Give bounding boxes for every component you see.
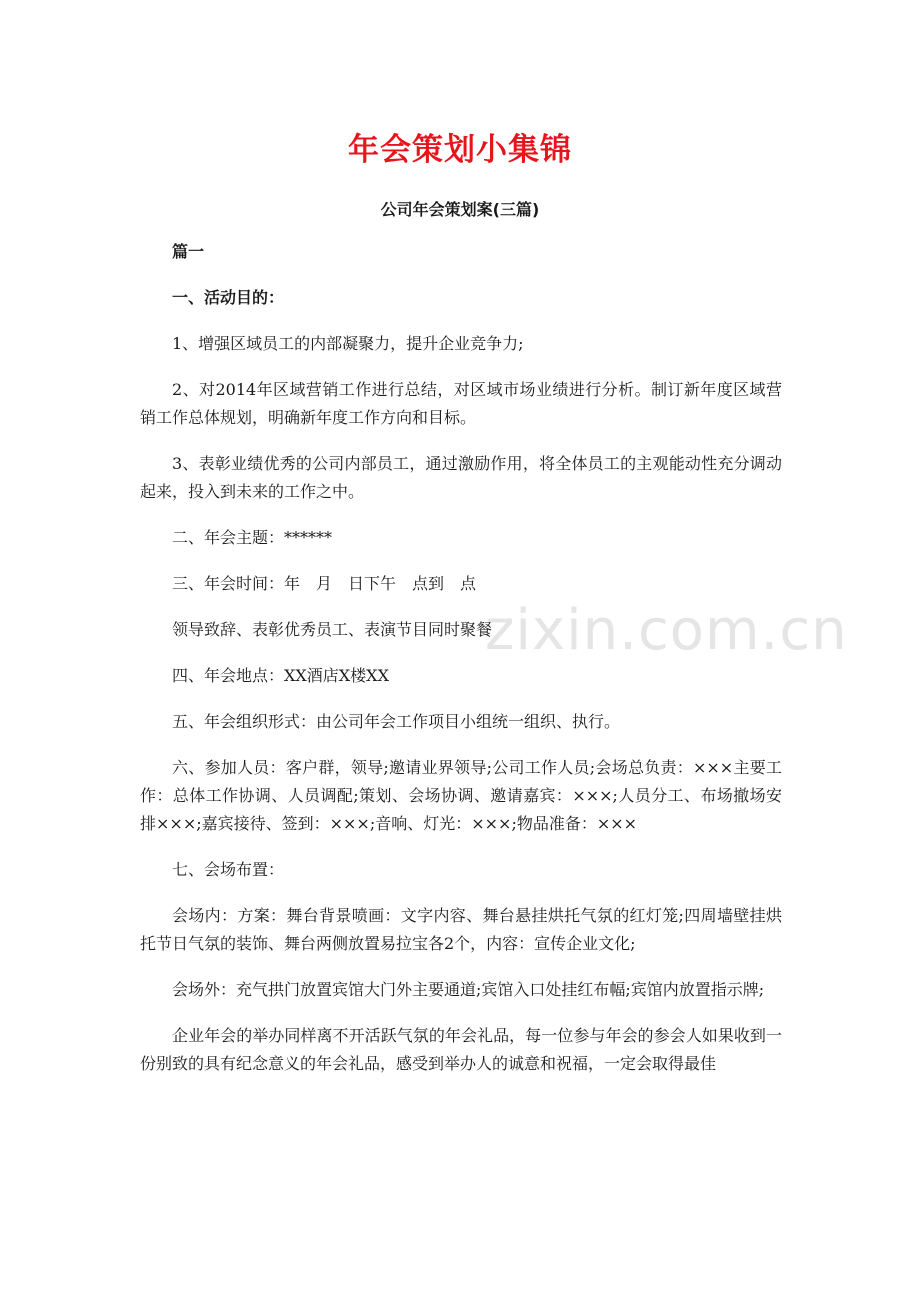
paragraph: 七、会场布置：: [172, 860, 285, 879]
paragraph: 企业年会的举办同样离不开活跃气氛的年会礼品，每一位参与年会的参会人如果收到一份别致的具有纪念意义的年会礼品，感受到举办人的诚意和祝福，一定会取得最佳: [140, 1026, 782, 1073]
paragraph: 二、年会主题：******: [172, 528, 333, 547]
paragraph: 领导致辞、表彰优秀员工、表演节目同时聚餐: [172, 620, 493, 639]
paragraph: 四、年会地点：XX酒店X楼XX: [172, 666, 389, 685]
watermark: zixin.com.cn: [485, 598, 848, 663]
paragraph: 1、增强区域员工的内部凝聚力，提升企业竞争力;: [172, 334, 524, 353]
paragraph: 2、对2014年区域营销工作进行总结，对区域市场业绩进行分析。制订新年度区域营销工作总体规划，明确新年度工作方向和目标。: [140, 380, 782, 427]
paragraph: 三、年会时间：年 月 日下午 点到 点: [172, 574, 477, 593]
paragraph: 会场内：方案：舞台背景喷画：文字内容、舞台悬挂烘托气氛的红灯笼;四周墙壁挂烘托节日气氛的装饰、舞台两侧放置易拉宝各2个，内容：宣传企业文化;: [140, 906, 782, 953]
paragraph: 篇一: [172, 242, 205, 261]
paragraph: 会场外：充气拱门放置宾馆大门外主要通道;宾馆入口处挂红布幅;宾馆内放置指示牌;: [172, 980, 765, 999]
paragraph: 一、活动目的：: [172, 288, 285, 307]
document-subtitle: 公司年会策划案(三篇): [380, 200, 540, 219]
document-body: [140, 238, 782, 1078]
document-title: 年会策划小集锦: [348, 132, 572, 168]
paragraph: 六、参加人员：客户群，领导;邀请业界领导;公司工作人员;会场总负责：×××主要工作：总体工作协调、人员调配;策划、会场协调、邀请嘉宾：×××;人员分工、布场撤场安排×××;嘉宾接待、签到：×××;音响、灯光：×××;物品准备：×××: [140, 758, 782, 833]
paragraph: 3、表彰业绩优秀的公司内部员工，通过激励作用，将全体员工的主观能动性充分调动起来，投入到未来的工作之中。: [140, 454, 782, 501]
paragraph: 五、年会组织形式：由公司年会工作项目小组统一组织、执行。: [172, 712, 621, 731]
